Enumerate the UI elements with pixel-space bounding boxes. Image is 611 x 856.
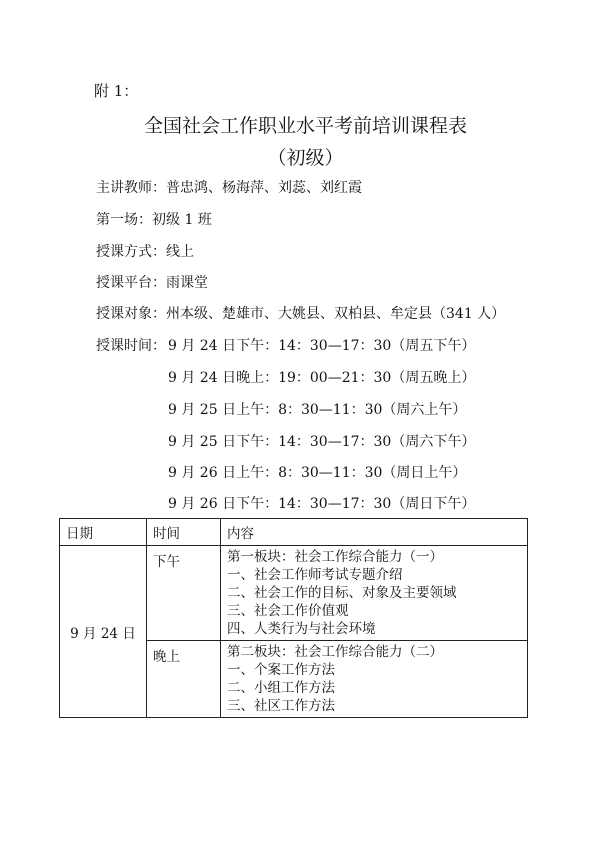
audience-line: 授课对象：州本级、楚雄市、大姚县、双柏县、牟定县（341 人）	[96, 306, 506, 322]
header-date: 日期	[60, 519, 147, 546]
content-line: 一、社会工作师考试专题介绍	[227, 567, 403, 583]
header-time: 时间	[147, 519, 221, 546]
session-line: 第一场：初级 1 班	[96, 212, 212, 228]
page-subtitle: （初级）	[267, 147, 344, 169]
content-line: 一、个案工作方法	[227, 662, 335, 678]
time-label: 授课时间：	[96, 338, 166, 354]
content-cell	[221, 641, 528, 718]
schedule-line: 9 月 24 日晚上：19：00—21：30（周五晚上）	[168, 370, 476, 386]
platform-line: 授课平台：雨课堂	[96, 275, 208, 291]
content-cell	[221, 546, 528, 641]
teachers-line: 主讲教师：普忠鸿、杨海萍、刘蕊、刘红霞	[96, 180, 362, 196]
schedule-line: 9 月 25 日下午：14：30—17：30（周六下午）	[168, 434, 476, 450]
header-content: 内容	[221, 519, 528, 546]
annex-label: 附 1：	[94, 82, 139, 100]
table-header-row	[60, 519, 528, 546]
schedule-line: 9 月 26 日下午：14：30—17：30（周日下午）	[168, 496, 476, 512]
page-title: 全国社会工作职业水平考前培训课程表	[143, 115, 467, 137]
time-cell: 晚上	[147, 641, 221, 718]
content-line: 四、人类行为与社会环境	[227, 621, 376, 637]
table-row	[60, 546, 528, 641]
schedule-line: 9 月 26 日上午：8：30—11：30（周日上午）	[168, 465, 467, 481]
content-line: 二、小组工作方法	[227, 680, 335, 696]
course-table	[59, 518, 528, 718]
content-line: 三、社区工作方法	[227, 698, 335, 714]
content-line: 三、社会工作价值观	[227, 603, 349, 619]
date-cell: 9 月 24 日	[60, 546, 147, 718]
schedule-line: 9 月 25 日上午：8：30—11：30（周六上午）	[168, 402, 467, 418]
content-line: 二、社会工作的目标、对象及主要领域	[227, 585, 457, 601]
schedule-line: 9 月 24 日下午：14：30—17：30（周五下午）	[168, 338, 476, 354]
content-line: 第一板块：社会工作综合能力（一）	[227, 549, 443, 565]
mode-line: 授课方式：线上	[96, 244, 194, 260]
time-cell: 下午	[147, 546, 221, 641]
content-line: 第二板块：社会工作综合能力（二）	[227, 644, 443, 660]
